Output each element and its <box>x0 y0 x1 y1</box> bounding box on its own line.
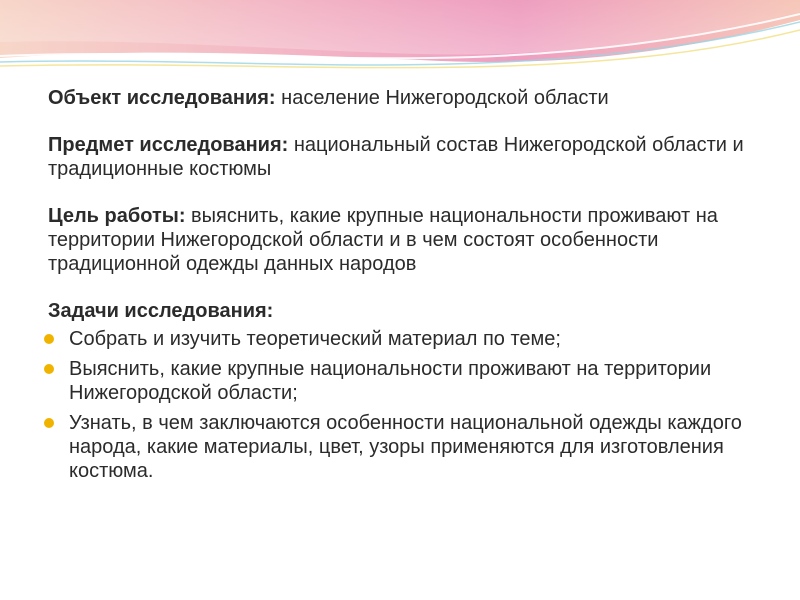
task-text: Узнать, в чем заключаются особенности национальной одежды каждого народа, какие материалы, цвет, узоры применяются для изготовления костюма. <box>69 412 742 482</box>
bullet-dot-icon <box>44 334 54 344</box>
research-goal-text: выяснить, какие крупные национальности проживают на территории Нижегородской области и в чем состоят особенности традиционной одежды данных народов <box>48 205 718 275</box>
research-goal <box>48 204 768 276</box>
research-subject-label: Предмет исследования: <box>48 134 289 156</box>
research-object-label: Объект исследования: <box>48 87 276 109</box>
tasks-list <box>48 327 768 483</box>
header-wave-decoration <box>0 0 800 70</box>
research-object <box>48 86 768 110</box>
research-subject <box>48 133 768 181</box>
list-item <box>44 357 768 405</box>
tasks-title: Задачи исследования: <box>48 300 274 322</box>
task-text: Собрать и изучить теоретический материал по теме; <box>69 328 561 350</box>
list-item <box>44 327 768 351</box>
bullet-dot-icon <box>44 418 54 428</box>
research-object-text: население Нижегородской области <box>275 87 609 109</box>
bullet-dot-icon <box>44 364 54 374</box>
list-item <box>44 411 768 483</box>
task-text: Выяснить, какие крупные национальности проживают на территории Нижегородской области; <box>69 358 712 404</box>
research-subject-text: национальный состав Нижегородской области и традиционные костюмы <box>48 134 744 180</box>
slide-content <box>48 86 768 489</box>
research-goal-label: Цель работы: <box>48 205 186 227</box>
